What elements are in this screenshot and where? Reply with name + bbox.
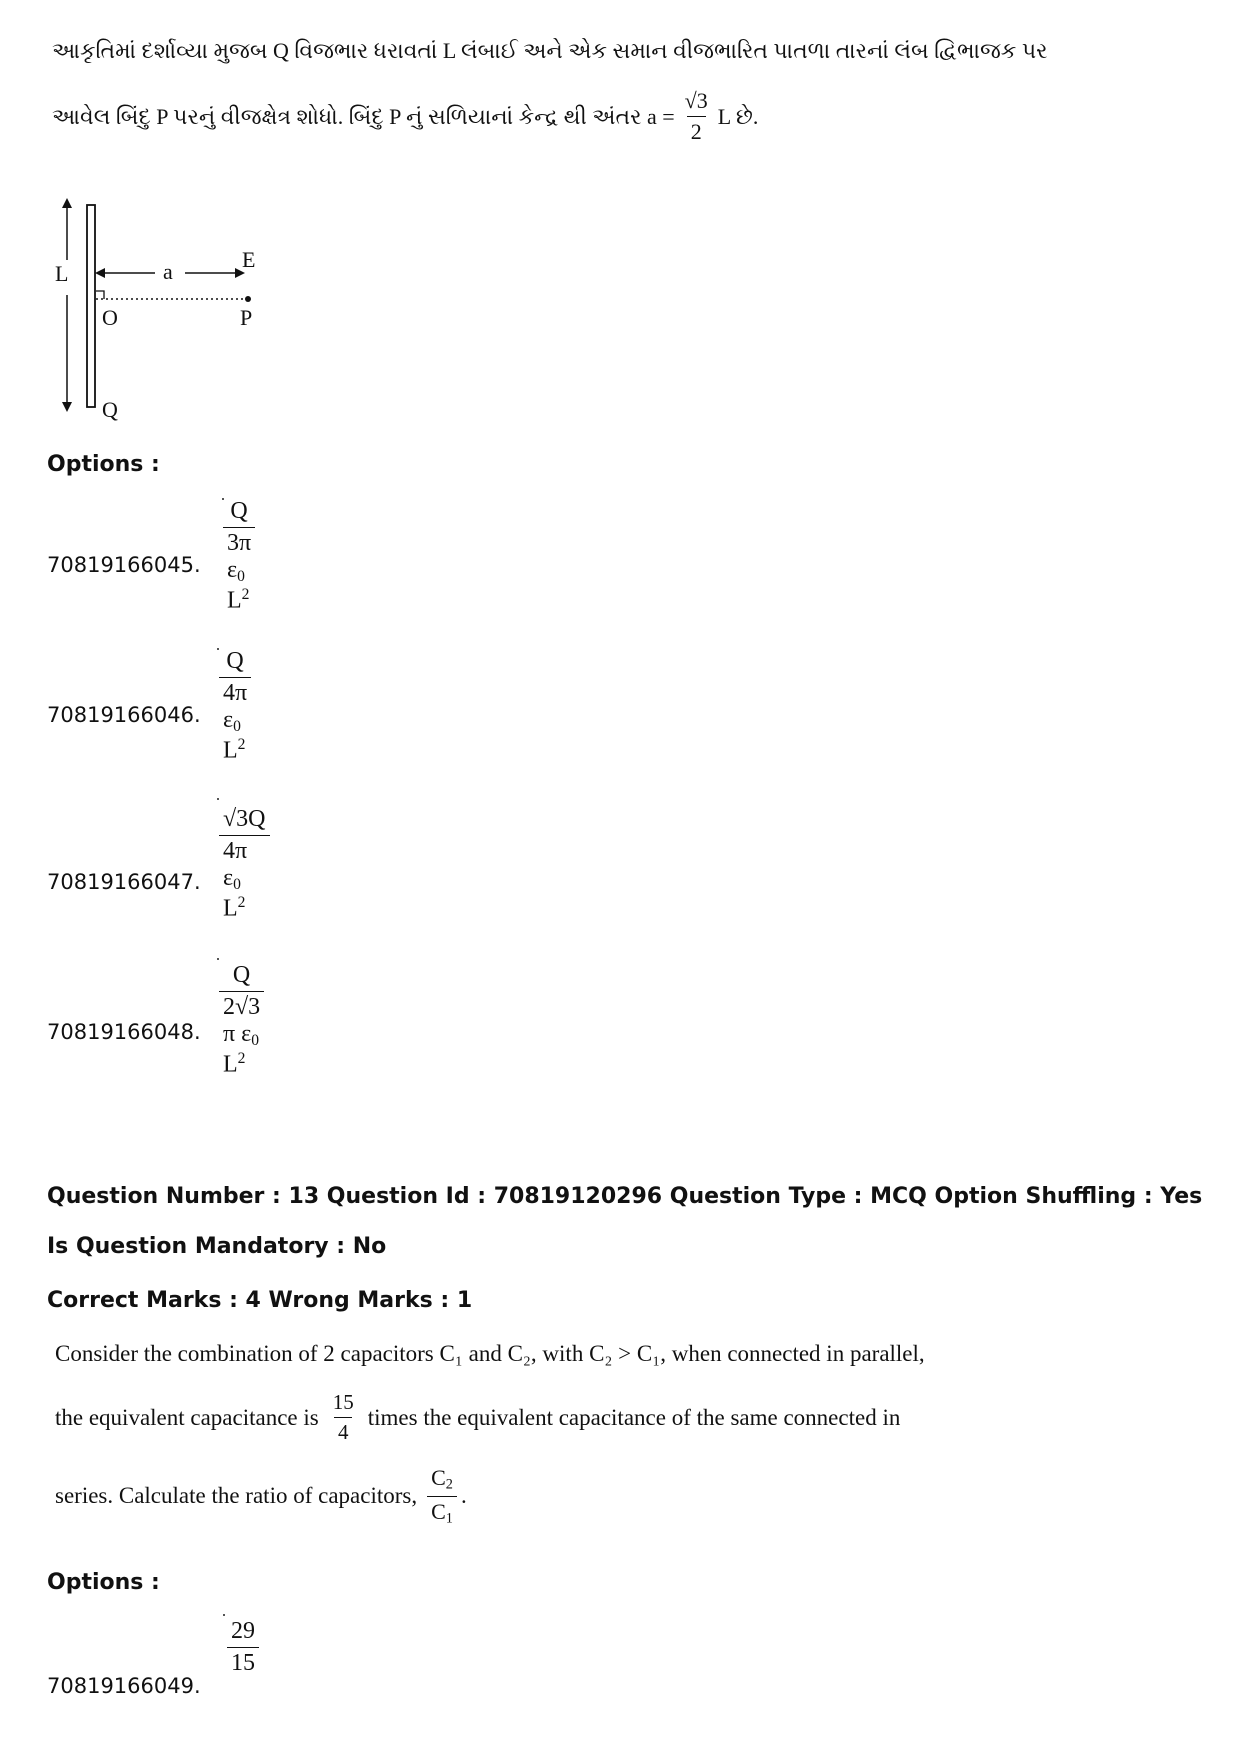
option-id: 70819166045. — [47, 553, 201, 577]
den-length: L — [223, 895, 238, 922]
option-fraction — [227, 1618, 259, 1677]
den-prefix: 2√3 π ε — [223, 994, 261, 1047]
den-length: L — [227, 587, 242, 614]
label-O: O — [102, 305, 118, 330]
fraction-denominator: 4 — [334, 1417, 353, 1445]
ratio-numerator — [427, 1465, 457, 1496]
q13-text-line3-a: series. Calculate the ratio of capacitors, — [55, 1483, 418, 1509]
q12-text-line2 — [52, 88, 758, 146]
tick-mark — [223, 1614, 225, 1616]
den-prefix: 3π ε — [227, 530, 252, 583]
ratio-num-letter: C — [431, 1465, 446, 1490]
label-Q: Q — [102, 397, 118, 422]
option-numerator: Q — [230, 498, 248, 524]
den-prefix: 4π ε — [223, 838, 248, 891]
den-subscript: 0 — [233, 875, 241, 893]
option-denominator — [219, 677, 251, 764]
a-value-numerator: √3 — [684, 88, 708, 113]
option-denominator — [219, 991, 264, 1078]
den-power: 2 — [237, 893, 246, 911]
q13-header-line2: Is Question Mandatory : No — [47, 1234, 387, 1259]
den-subscript: 0 — [233, 717, 241, 735]
option-id: 70819166048. — [47, 1020, 201, 1044]
ratio-den-letter: C — [431, 1498, 446, 1524]
q12-text-line2-b: L છે. — [717, 103, 759, 129]
option-denominator: 15 — [227, 1647, 259, 1677]
tick-mark — [217, 798, 219, 800]
fraction-numerator: 15 — [332, 1390, 354, 1414]
den-subscript: 0 — [251, 1031, 259, 1049]
label-L: L — [55, 261, 69, 286]
length-arrow-down-head — [62, 402, 72, 412]
option-numerator: 29 — [231, 1618, 255, 1644]
a-value-denominator: 2 — [687, 116, 706, 145]
label-E: E — [242, 247, 256, 272]
q13-marks: Correct Marks : 4 Wrong Marks : 1 — [47, 1288, 473, 1313]
label-P: P — [240, 305, 253, 330]
option-id: 70819166047. — [47, 870, 201, 894]
ratio-num-subscript: 2 — [445, 1476, 453, 1493]
q13-header-line1: Question Number : 13 Question Id : 70819120296 Question Type : MCQ Option Shuffling : Yes — [47, 1184, 1203, 1209]
den-length: L — [223, 1051, 238, 1078]
q12-text-line1: આકૃતિમાં દર્શાવ્યા મુજબ Q વિજભાર ધરાવતાં L લંબાઈ અને એક સમાન વીજભારિત પાતળા તારનાં લંબ દ્વિભાજક પર — [52, 38, 1048, 63]
capacitor-ratio-fraction — [427, 1465, 457, 1527]
option-id: 70819166046. — [47, 703, 201, 727]
option-numerator: Q — [232, 962, 251, 988]
option-fraction — [219, 962, 264, 1078]
diagram-svg — [50, 195, 310, 425]
tick-mark — [217, 958, 219, 960]
den-power: 2 — [237, 1049, 246, 1067]
option-fraction — [219, 806, 270, 922]
charged-rod — [87, 205, 95, 407]
label-a: a — [163, 259, 173, 284]
length-arrow-up-head — [62, 198, 72, 208]
den-subscript: 0 — [237, 567, 245, 585]
q13-text-line2 — [55, 1390, 900, 1445]
q13-text-line1: Consider the combination of 2 capacitors C₁ and C₂, with C₂ > C₁, when connected in parallel, — [55, 1341, 925, 1366]
option-denominator — [219, 835, 270, 922]
ratio-denominator — [427, 1496, 457, 1528]
option-fraction — [219, 648, 251, 764]
option-id: 70819166049. — [47, 1674, 201, 1698]
option-denominator — [223, 527, 255, 614]
point-p-dot — [245, 296, 251, 302]
a-value-fraction — [681, 88, 712, 146]
option-numerator: Q — [226, 648, 244, 674]
q13-text-line3 — [55, 1465, 467, 1527]
rod-field-diagram — [50, 195, 310, 425]
den-power: 2 — [237, 735, 246, 753]
q13-text-line3-end: . — [460, 1483, 467, 1509]
q13-options-heading: Options : — [47, 1570, 160, 1595]
q13-text-line2-a: the equivalent capacitance is — [55, 1404, 319, 1430]
right-angle-mark — [96, 291, 104, 299]
den-power: 2 — [241, 585, 250, 603]
den-length: L — [223, 737, 238, 764]
distance-arrow-left-head — [95, 268, 105, 278]
ratio-15-4-fraction — [329, 1390, 358, 1445]
q13-text-line2-b: times the equivalent capacitance of the same connected in — [367, 1404, 901, 1430]
q12-options-heading: Options : — [47, 452, 160, 477]
option-numerator: √3Q — [223, 806, 266, 832]
q12-text-line2-a: આવેલ બિંદુ P પરનું વીજક્ષેત્ર શોધો. બિંદુ P નું સળિયાનાં કેન્દ્ર થી અંતર a = — [52, 103, 675, 129]
option-fraction — [223, 498, 255, 614]
den-prefix: 4π ε — [223, 680, 248, 733]
ratio-den-subscript: 1 — [445, 1510, 453, 1527]
